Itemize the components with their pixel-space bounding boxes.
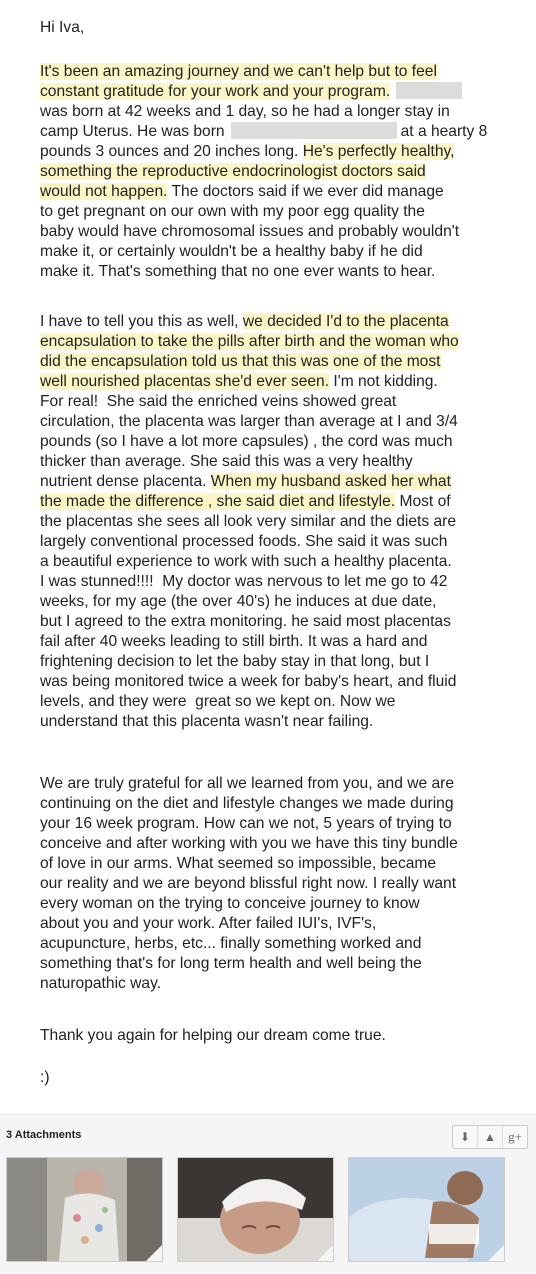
highlight-text: He's perfectly healthy, <box>302 143 455 160</box>
body-line: something that's for long term health and well being the <box>40 955 422 972</box>
body-line: thicker than average. She said this was a very healthy <box>40 453 413 470</box>
thumbnail-corner <box>317 1245 333 1261</box>
body-line: make it. That's something that no one ever wants to hear. <box>40 263 436 280</box>
newborn-photo-2 <box>178 1158 333 1261</box>
body-text: Most of <box>395 493 451 510</box>
body-line: We are truly grateful for all we learned from you, and we are <box>40 775 455 792</box>
thumbnail-corner <box>488 1245 504 1261</box>
google-plus-icon[interactable]: g+ <box>508 1129 522 1144</box>
body-line: of love in our arms. What seemed so impossible, became <box>40 855 437 872</box>
body-line: fail after 40 weeks leading to still birth. It was a hard and <box>40 633 428 650</box>
body-line: but I agreed to the extra monitoring. he said most placentas <box>40 613 451 630</box>
body-line: levels, and they were great so we kept on. Now we <box>40 693 396 710</box>
body-line <box>40 162 426 182</box>
body-line: largely conventional processed foods. She said it was such <box>40 533 448 550</box>
body-text: I have to tell you this as well, <box>40 313 243 330</box>
body-line <box>40 82 462 102</box>
attachment-toolbar <box>452 1125 528 1149</box>
body-line: our reality and we are beyond blissful right now. I really want <box>40 875 457 892</box>
body-line: the placentas she sees all look very similar and the diets are <box>40 513 457 530</box>
newborn-photo-1 <box>7 1158 162 1261</box>
body-line: For real! She said the enriched veins showed great <box>40 393 397 410</box>
newborn-photo-3 <box>349 1158 504 1261</box>
attachment-thumbnail-3[interactable] <box>348 1157 505 1262</box>
attachments-bar <box>0 1114 536 1274</box>
highlight-text: constant gratitude for your work and your program. <box>40 83 391 100</box>
body-text: The doctors said if we ever did manage <box>167 183 444 200</box>
download-icon[interactable]: ⬇ <box>453 1126 478 1148</box>
body-line: was being monitored twice a week for baby's heart, and fluid <box>40 673 457 690</box>
attachment-thumbnail-2[interactable] <box>177 1157 334 1262</box>
body-line: understand that this placenta wasn't near failing. <box>40 713 374 730</box>
attachments-title: 3 Attachments <box>6 1129 82 1141</box>
body-line <box>40 312 449 332</box>
body-line <box>40 122 487 142</box>
body-text: at a hearty 8 <box>400 123 488 140</box>
highlight-text: the made the difference , she said diet and lifestyle. <box>40 493 396 510</box>
redacted-date <box>231 122 397 139</box>
highlight-text: When my husband asked her what <box>210 473 451 490</box>
body-line: baby would have chromosomal issues and probably wouldn't <box>40 223 460 240</box>
body-line: weeks, for my age (the over 40's) he induces at due date, <box>40 593 437 610</box>
body-text: I'm not kidding. <box>329 373 438 390</box>
thumbnail-corner <box>146 1245 162 1261</box>
body-line <box>40 472 451 492</box>
body-line: circulation, the placenta was larger than average at I and 3/4 <box>40 413 458 430</box>
highlight-text: we decided I'd to the placenta <box>242 313 449 330</box>
greeting: Hi Iva, <box>40 19 85 36</box>
body-text: nutrient dense placenta. <box>40 473 211 490</box>
drive-icon[interactable]: ▲ <box>478 1126 503 1148</box>
body-line: frightening decision to let the baby stay in that long, but I <box>40 653 430 670</box>
highlight-text: encapsulation to take the pills after birth and the woman who <box>40 333 459 350</box>
body-line: make it, or certainly wouldn't be a healthy baby if he did <box>40 243 423 260</box>
body-line: acupuncture, herbs, etc... finally something worked and <box>40 935 422 952</box>
body-text: camp Uterus. He was born <box>40 123 225 140</box>
body-line <box>40 142 454 162</box>
attachment-thumbnail-1[interactable] <box>6 1157 163 1262</box>
body-text: pounds 3 ounces and 20 inches long. <box>40 143 299 160</box>
highlight-text: It's been an amazing journey and we can't help but to feel <box>40 63 437 80</box>
body-line <box>40 372 438 392</box>
body-line: naturopathic way. <box>40 975 162 992</box>
closing-line: Thank you again for helping our dream come true. <box>40 1027 386 1044</box>
redacted-name <box>396 82 462 99</box>
body-line: every woman on the trying to conceive journey to know <box>40 895 420 912</box>
body-line <box>40 492 451 512</box>
highlight-text: would not happen. <box>40 183 168 200</box>
body-line: continuing on the diet and lifestyle changes we made during <box>40 795 454 812</box>
body-line: your 16 week program. How can we not, 5 years of trying to <box>40 815 452 832</box>
signature-smiley: :) <box>40 1069 50 1086</box>
body-line: a beautiful experience to work with such a healthy placenta. <box>40 553 452 570</box>
body-line <box>40 182 444 202</box>
body-line: pounds (so I have a lot more capsules) , the cord was much <box>40 433 453 450</box>
body-line: I was stunned!!!! My doctor was nervous to let me go to 42 <box>40 573 448 590</box>
body-line: to get pregnant on our own with my poor egg quality the <box>40 203 425 220</box>
highlight-text: well nourished placentas she'd ever seen. <box>40 373 330 390</box>
highlight-text: something the reproductive endocrinologist doctors said <box>40 163 426 180</box>
body-line <box>40 62 437 82</box>
body-line: about you and your work. After failed IUI's, IVF's, <box>40 915 377 932</box>
body-line: was born at 42 weeks and 1 day, so he had a longer stay in <box>40 103 450 120</box>
body-line: conceive and after working with you we have this tiny bundle <box>40 835 458 852</box>
body-line <box>40 352 441 372</box>
highlight-text: did the encapsulation told us that this was one of the most <box>40 353 441 370</box>
body-line <box>40 332 459 352</box>
